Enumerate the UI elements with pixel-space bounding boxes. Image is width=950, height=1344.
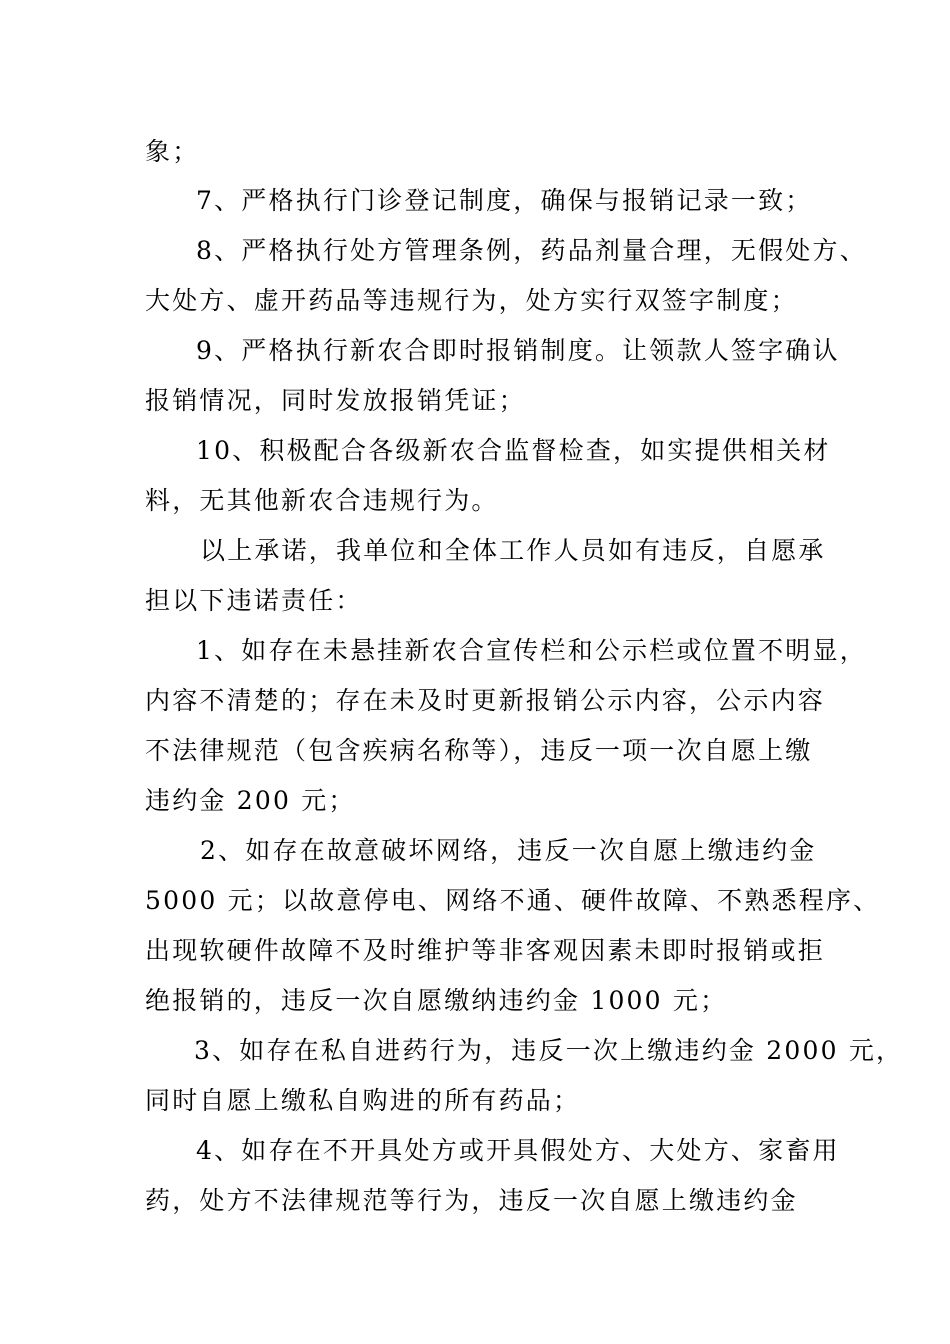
text-line: 违约金 200 元； <box>145 786 356 815</box>
text-line: 4、如存在不开具处方或开具假处方、大处方、家畜用 <box>196 1136 840 1165</box>
text-line: 3、如存在私自进药行为，违反一次上缴违约金 2000 元， <box>194 1036 904 1065</box>
text-line: 大处方、虚开药品等违规行为，处方实行双签字制度； <box>145 286 798 315</box>
text-line: 绝报销的，违反一次自愿缴纳违约金 1000 元； <box>145 986 728 1015</box>
text-line: 以上承诺，我单位和全体工作人员如有违反，自愿承 <box>200 536 826 565</box>
text-line: 5000 元；以故意停电、网络不通、硬件故障、不熟悉程序、 <box>145 886 881 915</box>
text-line: 出现软硬件故障不及时维护等非客观因素未即时报销或拒 <box>145 936 826 965</box>
text-line: 内容不清楚的；存在未及时更新报销公示内容，公示内容 <box>145 686 826 715</box>
text-line: 同时自愿上缴私自购进的所有药品； <box>145 1086 581 1115</box>
text-line: 料，无其他新农合违规行为。 <box>145 486 499 515</box>
text-line: 2、如存在故意破坏网络，违反一次自愿上缴违约金 <box>200 836 817 865</box>
text-line: 担以下违诺责任： <box>145 586 363 615</box>
text-line: 7、严格执行门诊登记制度，确保与报销记录一致； <box>196 186 813 215</box>
text-line: 报销情况，同时发放报销凭证； <box>145 386 526 415</box>
text-line: 10、积极配合各级新农合监督检查，如实提供相关材 <box>196 436 831 465</box>
text-line: 1、如存在未悬挂新农合宣传栏和公示栏或位置不明显， <box>196 636 867 665</box>
text-line: 不法律规范（包含疾病名称等），违反一项一次自愿上缴 <box>145 736 813 765</box>
text-line: 药，处方不法律规范等行为，违反一次自愿上缴违约金 <box>145 1186 798 1215</box>
text-line: 象； <box>145 137 200 166</box>
text-line: 9、严格执行新农合即时报销制度。让领款人签字确认 <box>196 336 840 365</box>
text-line: 8、严格执行处方管理条例，药品剂量合理，无假处方、 <box>196 236 867 265</box>
